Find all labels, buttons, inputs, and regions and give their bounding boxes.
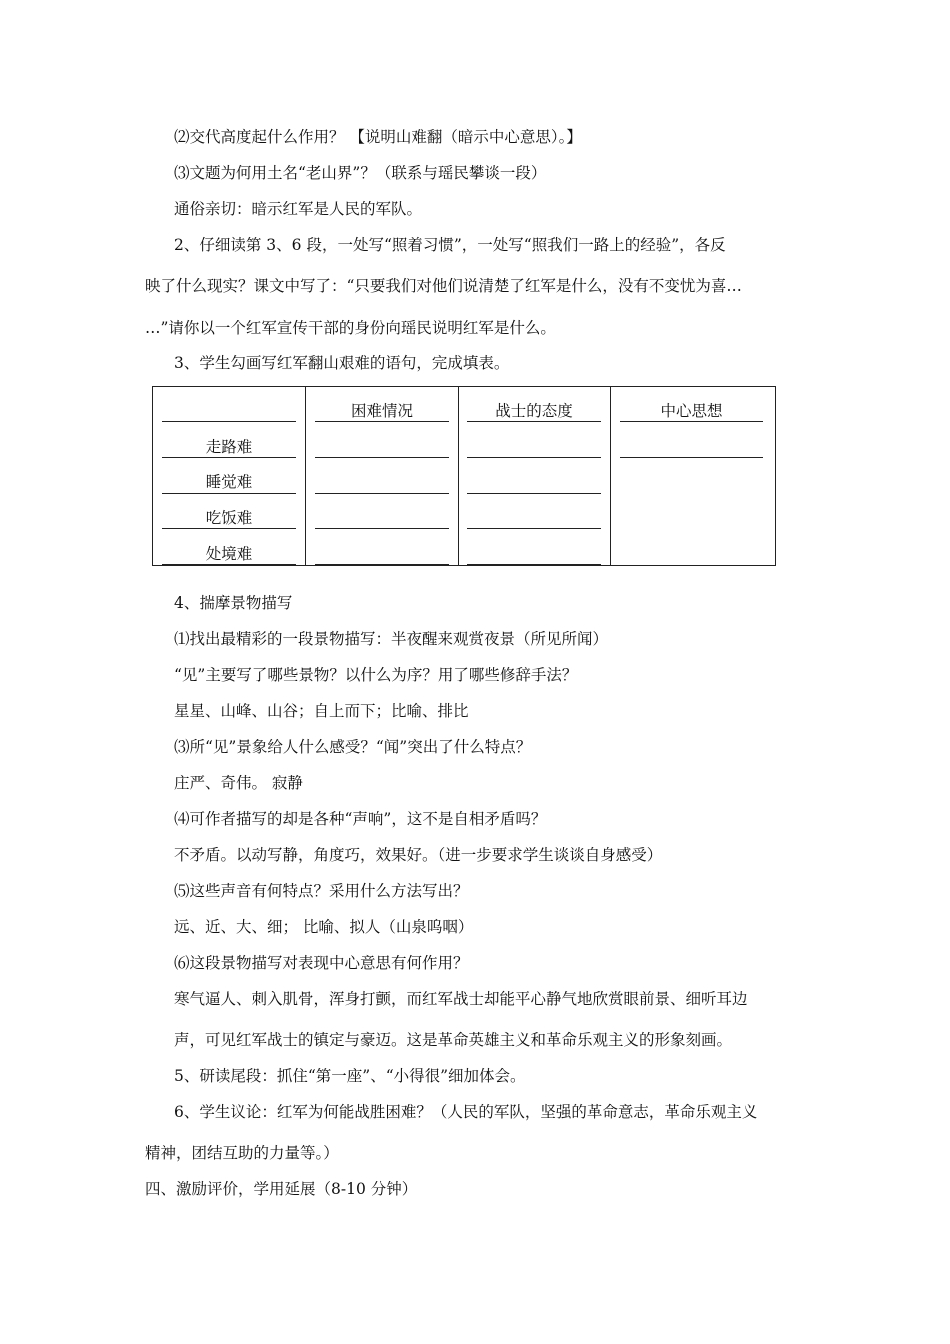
table-header-difficulty: 困难情况 — [350, 402, 413, 420]
text-line: 星星、山峰、山谷；自上而下；比喻、排比 — [174, 702, 469, 720]
text-line: ⑵交代高度起什么作用？ 【说明山难翻（暗示中心意思）。】 — [174, 128, 582, 146]
blank-line — [467, 421, 601, 422]
text-line: ⑴找出最精彩的一段景物描写：半夜醒来观赏夜景（所见所闻） — [174, 630, 609, 648]
table-header-central-idea: 中心思想 — [660, 402, 723, 420]
text-line: 2、仔细读第 3、6 段，一处写“照着习惯”，一处写“照我们一路上的经验”，各反 — [174, 236, 726, 254]
blank-line — [467, 528, 601, 529]
text-line: 寒气逼人、刺入肌骨，浑身打颤，而红军战士却能平心静气地欣赏眼前景、细听耳边 — [174, 990, 748, 1008]
text-line: ⑸这些声音有何特点？采用什么方法写出？ — [174, 882, 469, 900]
blank-line — [315, 457, 449, 458]
blank-line — [620, 457, 763, 458]
blank-line — [162, 457, 296, 458]
table-header-attitude: 战士的态度 — [495, 402, 573, 420]
text-line: 庄严、奇伟。 寂静 — [174, 774, 303, 792]
table-row-label: 睡觉难 — [205, 473, 253, 491]
blank-line — [467, 457, 601, 458]
blank-line — [162, 528, 296, 529]
text-line: …”请你以一个红军宣传干部的身份向瑶民说明红军是什么。 — [145, 319, 556, 337]
text-line: 6、学生议论：红军为何能战胜困难？（人民的军队，坚强的革命意志，革命乐观主义 — [174, 1103, 758, 1121]
blank-line — [162, 493, 296, 494]
text-line: 不矛盾。以动写静，角度巧，效果好。（进一步要求学生谈谈自身感受） — [174, 846, 663, 864]
table-divider — [610, 387, 611, 565]
table-row-label: 走路难 — [205, 438, 253, 456]
text-line: 3、学生勾画写红军翻山艰难的语句，完成填表。 — [174, 354, 510, 372]
text-line: 声，可见红军战士的镇定与豪迈。这是革命英雄主义和革命乐观主义的形象刻画。 — [174, 1031, 733, 1049]
section-heading: 四、激励评价，学用延展（8-10 分钟） — [145, 1180, 418, 1198]
text-line: “见”主要写了哪些景物？以什么为序？用了哪些修辞手法？ — [174, 666, 578, 684]
table-divider — [305, 387, 306, 565]
blank-line — [162, 564, 296, 565]
blank-line — [315, 493, 449, 494]
text-line: ⑷可作者描写的却是各种“声响”，这不是自相矛盾吗？ — [174, 810, 547, 828]
text-line: ⑶文题为何用土名“老山界”？（联系与瑶民攀谈一段） — [174, 164, 547, 182]
table-divider — [458, 387, 459, 565]
text-line: 精神，团结互助的力量等。） — [145, 1144, 339, 1162]
text-line: 5、研读尾段：抓住“第一座”、“小得很”细加体会。 — [174, 1067, 526, 1085]
text-line: 通俗亲切：暗示红军是人民的军队。 — [174, 200, 423, 218]
blank-line — [467, 493, 601, 494]
table-row-label: 处境难 — [205, 545, 253, 563]
blank-line — [315, 421, 449, 422]
text-line: ⑶所“见”景象给人什么感受？“闻”突出了什么特点？ — [174, 738, 532, 756]
blank-line — [162, 421, 296, 422]
text-line: ⑹这段景物描写对表现中心意思有何作用？ — [174, 954, 469, 972]
text-line: 4、揣摩景物描写 — [174, 594, 293, 612]
blank-line — [315, 528, 449, 529]
blank-line — [315, 564, 449, 565]
difficulty-table — [152, 386, 776, 566]
text-line: 映了什么现实？课文中写了：“只要我们对他们说清楚了红军是什么，没有不变忧为喜… — [145, 277, 742, 295]
blank-line — [467, 564, 601, 565]
text-line: 远、近、大、细； 比喻、拟人（山泉呜咽） — [174, 918, 474, 936]
blank-line — [620, 421, 763, 422]
table-row-label: 吃饭难 — [205, 509, 253, 527]
